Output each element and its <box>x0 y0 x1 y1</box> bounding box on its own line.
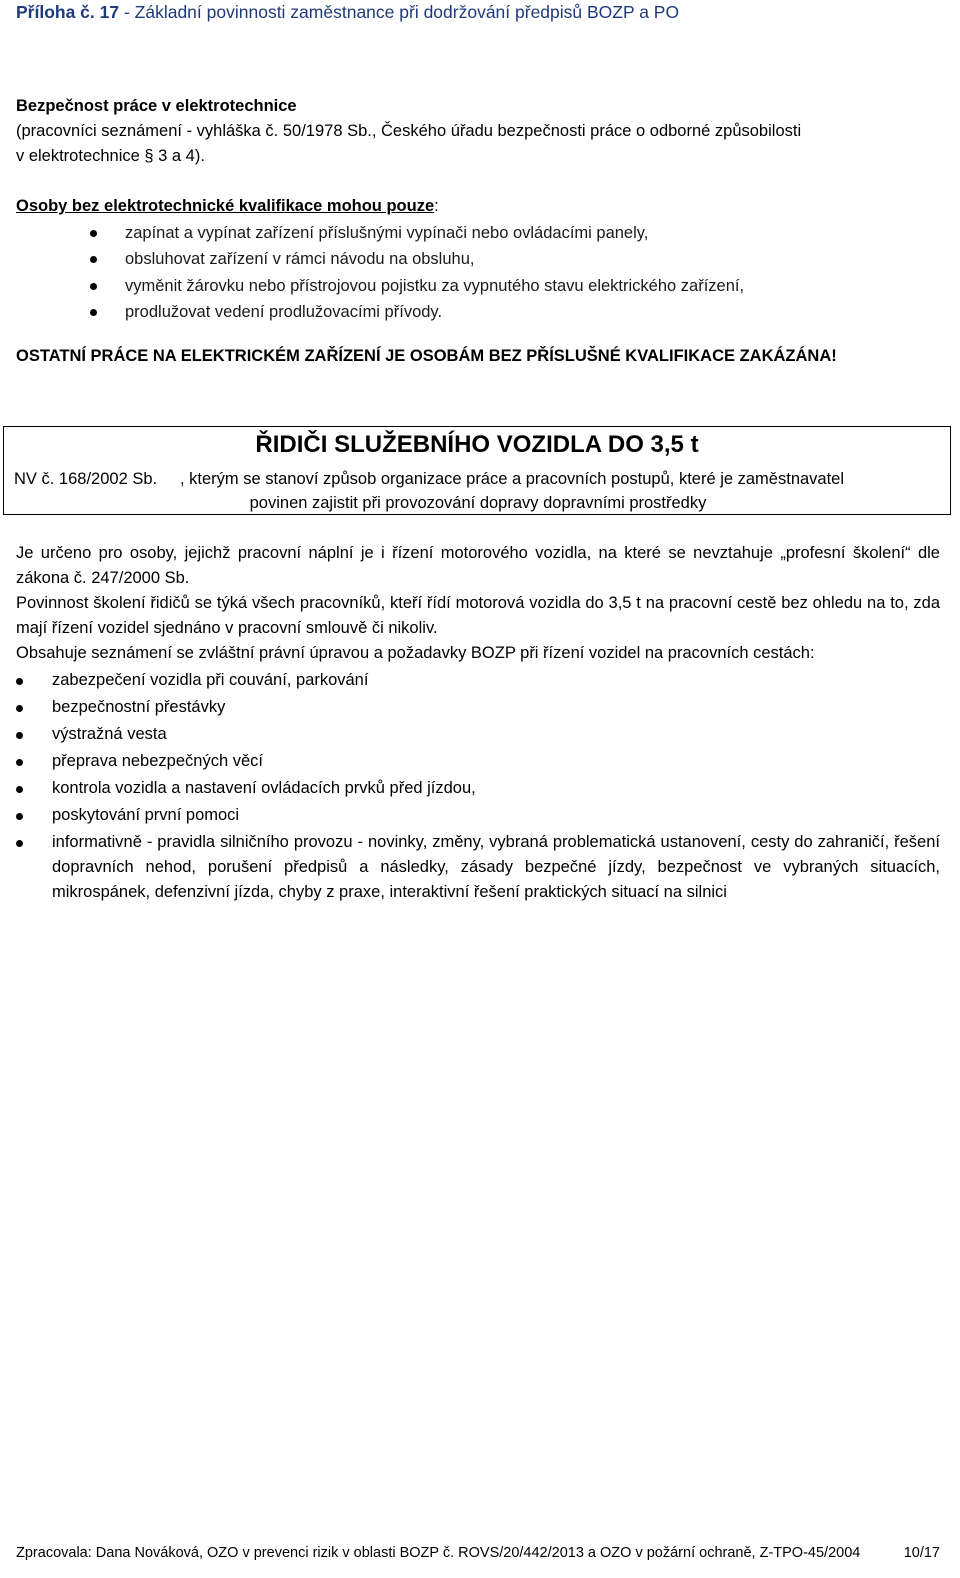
driver-training-body <box>16 541 940 907</box>
bullet-icon <box>16 840 23 847</box>
bullet-icon <box>16 813 23 820</box>
footer-author: Zpracovala: Dana Nováková, OZO v prevenci rizik v oblasti BOZP č. ROVS/20/442/2013 a OZO v požární ochraně, Z-TPO-45/2004 <box>16 1545 861 1561</box>
unqualified-persons-heading: Osoby bez elektrotechnické kvalifikace mohou pouze: <box>16 197 439 215</box>
list-item: prodlužovat vedení prodlužovacími přívody. <box>16 299 744 326</box>
bullet-icon <box>90 309 97 316</box>
bullet-icon <box>90 283 97 290</box>
list-item: zapínat a vypínat zařízení příslušnými vypínači nebo ovládacími panely, <box>16 220 744 247</box>
paragraph: Povinnost školení řidičů se týká všech pracovníků, kteří řídí motorová vozidla do 3,5 t na pracovní cestě bez ohledu na to, zda mají řízení vozidel sjednáno v pracovní smlouvě či nikoliv. <box>16 594 940 637</box>
bullet-icon <box>16 786 23 793</box>
bullet-icon <box>16 759 23 766</box>
paragraph: Je určeno pro osoby, jejichž pracovní náplní je i řízení motorového vozidla, na které se nevztahuje „profesní školení“ dle zákona č. 247/2000 Sb. <box>16 544 940 587</box>
list-item: informativně - pravidla silničního provozu - novinky, změny, vybraná problematická ustanovení, cesty do zahraničí, řešení dopravních nehod, porušení předpisů a následky, zásady bezpečné jízdy, bezpečnost ve vybraných situacích, mikrospánek, defenzivní jízda, chyby z praxe, interaktivní řešení praktických situací na silnici <box>16 830 940 905</box>
driver-regulation <box>14 467 942 515</box>
bullet-icon <box>16 678 23 685</box>
electro-regulation-line: v elektrotechnice § 3 a 4). <box>16 147 205 165</box>
list-item: přeprava nebezpečných věcí <box>16 749 940 774</box>
regulation-text: , kterým se stanoví způsob organizace práce a pracovních postupů, které je zaměstnavatel <box>180 470 845 488</box>
prohibition-warning: OSTATNÍ PRÁCE NA ELEKTRICKÉM ZAŘÍZENÍ JE OSOBÁM BEZ PŘÍSLUŠNÉ KVALIFIKACE ZAKÁZÁNA! <box>16 347 837 365</box>
list-item: výstražná vesta <box>16 722 940 747</box>
appendix-number: Příloha č. 17 <box>16 2 120 22</box>
training-topics-list <box>16 668 940 905</box>
driver-section-box <box>3 426 951 515</box>
electro-title: Bezpečnost práce v elektrotechnice <box>16 97 297 115</box>
paragraph: Obsahuje seznámení se zvláštní právní úpravou a požadavky BOZP při řízení vozidel na pracovních cestách: <box>16 644 815 662</box>
page-number: 10/17 <box>903 1545 940 1561</box>
page-title <box>16 2 679 23</box>
list-item: zabezpečení vozidla při couvání, parkování <box>16 668 940 693</box>
list-item: obsluhovat zařízení v rámci návodu na obsluhu, <box>16 246 744 273</box>
regulation-number: NV č. 168/2002 Sb. <box>14 470 158 488</box>
bullet-icon <box>90 230 97 237</box>
bullet-icon <box>90 256 97 263</box>
list-item: kontrola vozidla a nastavení ovládacích prvků před jízdou, <box>16 776 940 801</box>
unqualified-persons-section <box>16 193 744 326</box>
electro-section <box>16 94 801 169</box>
list-item: poskytování první pomoci <box>16 803 940 828</box>
list-item: bezpečnostní přestávky <box>16 695 940 720</box>
regulation-text: povinen zajistit při provozování dopravy dopravními prostředky <box>249 494 707 512</box>
page-footer <box>16 1545 940 1561</box>
driver-section-title: ŘIDIČI SLUŽEBNÍHO VOZIDLA DO 3,5 t <box>255 431 699 458</box>
list-item: vyměnit žárovku nebo přístrojovou pojistku za vypnutého stavu elektrického zařízení, <box>16 273 744 300</box>
electro-regulation-line: (pracovníci seznámení - vyhláška č. 50/1978 Sb., Českého úřadu bezpečnosti práce o odborné způsobilosti <box>16 122 802 140</box>
bullet-icon <box>16 705 23 712</box>
bullet-icon <box>16 732 23 739</box>
allowed-actions-list <box>16 220 744 326</box>
appendix-title: - Základní povinnosti zaměstnance při dodržování předpisů BOZP a PO <box>119 2 680 22</box>
